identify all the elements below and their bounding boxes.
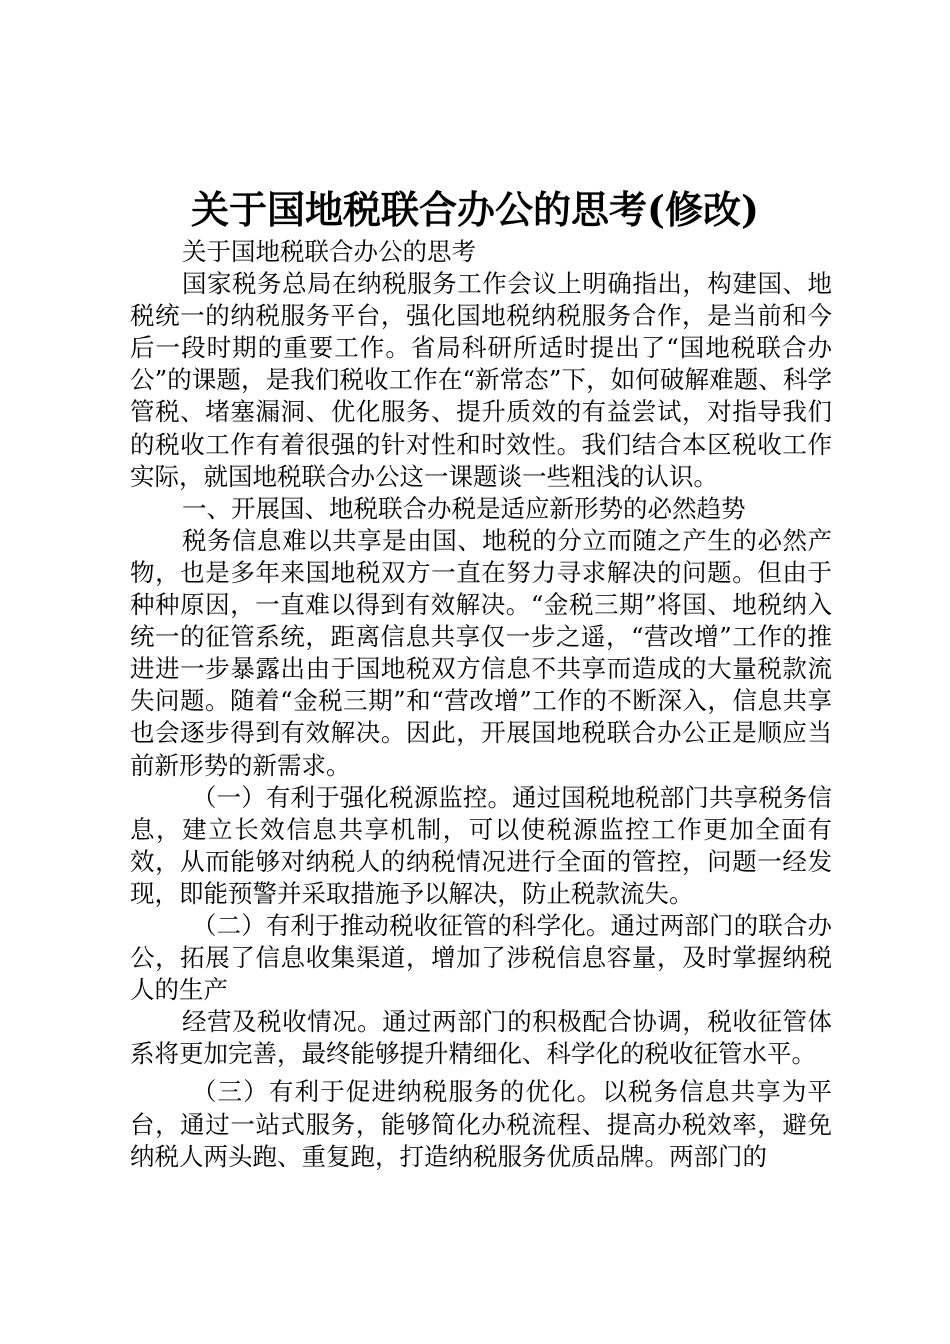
document-body xyxy=(130,236,832,1173)
section-heading-1: 一、开展国、地税联合办税是适应新形势的必然趋势 xyxy=(182,493,746,523)
paragraph-point-2: （二）有利于推动税收征管的科学化。通过两部门的联合办公，拓展了信息收集渠道，增加了涉税信息容量，及时掌握纳税人的生产 xyxy=(130,910,832,1005)
paragraph-intro: 国家税务总局在纳税服务工作会议上明确指出，构建国、地税统一的纳税服务平台，强化国地税纳税服务合作，是当前和今后一段时期的重要工作。省局科研所适时提出了“国地税联合办公”的课题，是我们税收工作在“新常态”下，如何破解难题、科学管税、堵塞漏洞、优化服务、提升质效的有益尝试，对指导我们的税收工作有着很强的针对性和时效性。我们结合本区税收工作实际，就国地税联合办公这一课题谈一些粗浅的认识。 xyxy=(130,269,832,491)
document-title: 关于国地税联合办公的思考(修改) xyxy=(191,187,759,232)
paragraph-point-3: （三）有利于促进纳税服务的优化。以税务信息共享为平台，通过一站式服务，能够简化办税流程、提高办税效率，避免纳税人两头跑、重复跑，打造纳税服务优质品牌。两部门的 xyxy=(130,1077,832,1171)
paragraph-point-1: （一）有利于强化税源监控。通过国税地税部门共享税务信息，建立长效信息共享机制，可以使税源监控工作更加全面有效，从而能够对纳税人的纳税情况进行全面的管控，问题一经发现，即能预警并采取措施予以解决，防止税款流失。 xyxy=(130,782,832,908)
paragraph-subtitle: 关于国地税联合办公的思考 xyxy=(182,237,476,266)
paragraph-point-2-continued: 经营及税收情况。通过两部门的积极配合协调，税收征管体系将更加完善，最终能够提升精细化、科学化的税收征管水平。 xyxy=(130,1007,832,1069)
paragraph-section-1: 税务信息难以共享是由国、地税的分立而随之产生的必然产物，也是多年来国地税双方一直在努力寻求解决的问题。但由于种种原因，一直难以得到有效解决。“金税三期”将国、地税纳入统一的征管系统，距离信息共享仅一步之遥，“营改增”工作的推进进一步暴露出由于国地税双方信息不共享而造成的大量税款流失问题。随着“金税三期”和“营改增”工作的不断深入，信息共享也会逐步得到有效解决。因此，开展国地税联合办公正是顺应当前新形势的新需求。 xyxy=(130,525,832,780)
